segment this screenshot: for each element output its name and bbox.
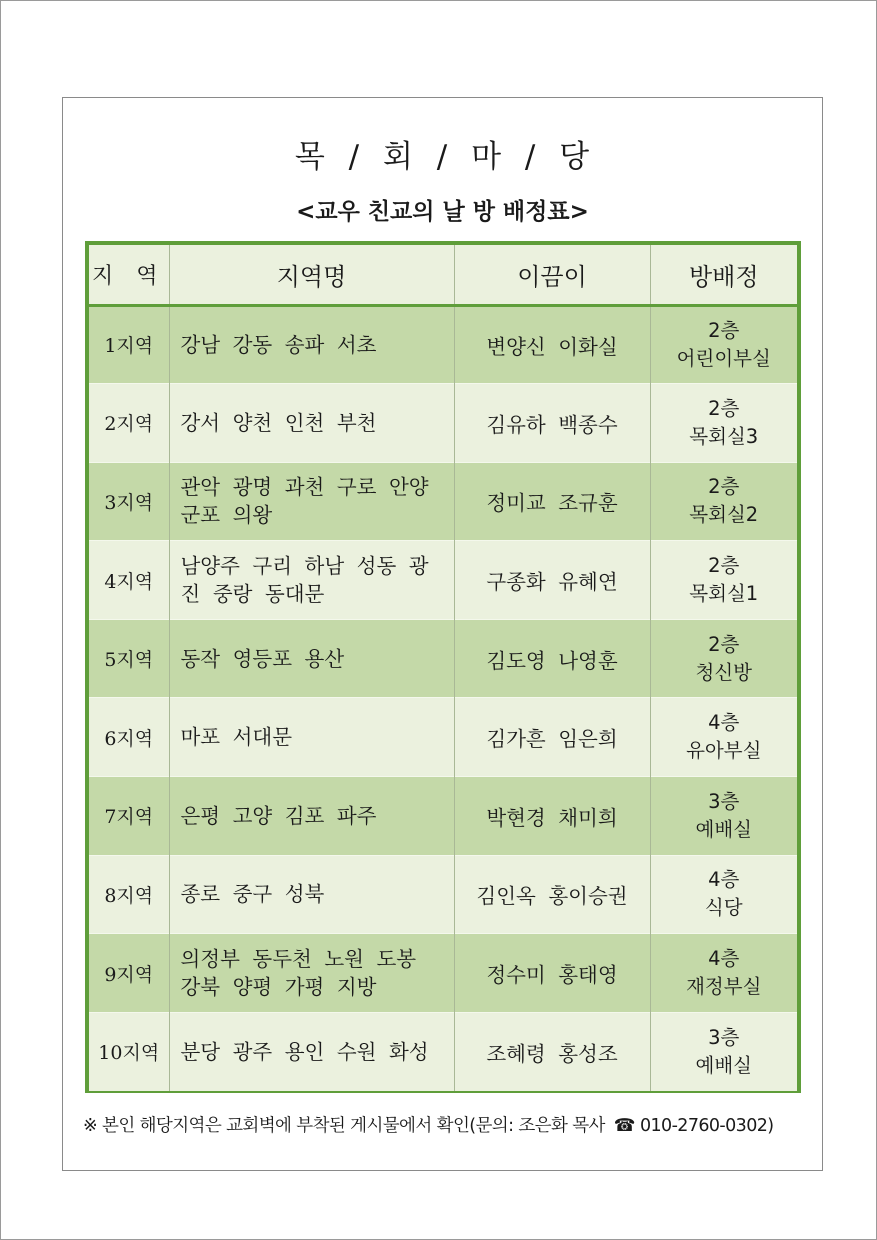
room-cell	[650, 698, 797, 777]
room-floor: 3층	[708, 789, 740, 813]
room-floor: 3층	[708, 1025, 740, 1049]
table-row	[89, 934, 797, 1013]
area-cell: 은평 고양 김포 파주	[169, 777, 454, 856]
area-cell: 강남 강동 송파 서초	[169, 305, 454, 384]
room-cell	[650, 934, 797, 1013]
leader-cell: 김가흔 임은희	[454, 698, 650, 777]
footnote-phone: 010-2760-0302)	[639, 1116, 774, 1136]
area-cell: 종로 중구 성북	[169, 855, 454, 934]
region-cell: 3지역	[89, 462, 169, 541]
room-assignment-table	[85, 241, 801, 1093]
header-leader: 이끔이	[454, 245, 650, 305]
room-floor: 2층	[708, 475, 740, 499]
page-title: 목 / 회 / 마 / 당	[294, 139, 591, 175]
header-region: 지 역	[89, 245, 169, 305]
leader-cell: 김도영 나영훈	[454, 619, 650, 698]
footnote-text: ※ 본인 해당지역은 교회벽에 부착된 게시물에서 확인(문의: 조은화 목사	[83, 1116, 605, 1136]
room-floor: 2층	[708, 318, 740, 342]
leader-cell: 김유하 백종수	[454, 384, 650, 463]
table-row	[89, 698, 797, 777]
table-row	[89, 1012, 797, 1091]
room-name: 목회실1	[689, 582, 759, 606]
region-cell: 9지역	[89, 934, 169, 1013]
room-cell	[650, 384, 797, 463]
area-cell: 분당 광주 용인 수원 화성	[169, 1012, 454, 1091]
room-floor: 2층	[708, 396, 740, 420]
table-row	[89, 462, 797, 541]
room-name: 예배실	[695, 1053, 752, 1077]
leader-cell: 변양신 이화실	[454, 305, 650, 384]
room-cell	[650, 777, 797, 856]
table-row	[89, 541, 797, 620]
room-name: 식당	[704, 896, 743, 920]
leader-cell: 정수미 홍태영	[454, 934, 650, 1013]
table-body	[89, 305, 797, 1091]
room-name: 재정부실	[686, 975, 762, 999]
area-cell: 동작 영등포 용산	[169, 619, 454, 698]
table-row	[89, 305, 797, 384]
room-cell	[650, 305, 797, 384]
leader-cell: 조혜령 홍성조	[454, 1012, 650, 1091]
header-room: 방배정	[650, 245, 797, 305]
region-cell: 5지역	[89, 619, 169, 698]
room-cell	[650, 1012, 797, 1091]
table-row	[89, 777, 797, 856]
region-cell: 2지역	[89, 384, 169, 463]
room-name: 청신방	[695, 660, 752, 684]
leader-cell: 박현경 채미희	[454, 777, 650, 856]
room-cell	[650, 462, 797, 541]
footnote	[83, 1112, 813, 1137]
room-cell	[650, 619, 797, 698]
room-name: 목회실3	[689, 424, 759, 448]
area-cell: 강서 양천 인천 부천	[169, 384, 454, 463]
room-floor: 4층	[708, 711, 740, 735]
room-cell	[650, 855, 797, 934]
room-floor: 2층	[708, 554, 740, 578]
table-header-row	[89, 245, 797, 305]
leader-cell: 정미교 조규훈	[454, 462, 650, 541]
region-cell: 6지역	[89, 698, 169, 777]
page-subtitle: <교우 친교의 날 방 배정표>	[296, 199, 589, 225]
region-cell: 7지역	[89, 777, 169, 856]
header-area: 지역명	[169, 245, 454, 305]
region-cell: 8지역	[89, 855, 169, 934]
room-floor: 4층	[708, 868, 740, 892]
room-floor: 2층	[708, 632, 740, 656]
region-cell: 10지역	[89, 1012, 169, 1091]
leader-cell: 구종화 유혜연	[454, 541, 650, 620]
room-name: 목회실2	[689, 503, 759, 527]
room-name: 어린이부실	[676, 346, 771, 370]
table-row	[89, 855, 797, 934]
area-cell: 마포 서대문	[169, 698, 454, 777]
area-cell: 남양주 구리 하남 성동 광진 중랑 동대문	[169, 541, 454, 620]
room-cell	[650, 541, 797, 620]
area-cell: 의정부 동두천 노원 도봉 강북 양평 가평 지방	[169, 934, 454, 1013]
region-cell: 4지역	[89, 541, 169, 620]
room-name: 유아부실	[686, 739, 762, 763]
room-name: 예배실	[695, 817, 752, 841]
table-row	[89, 384, 797, 463]
region-cell: 1지역	[89, 305, 169, 384]
document-sheet	[62, 97, 823, 1171]
leader-cell: 김인옥 홍이승권	[454, 855, 650, 934]
room-floor: 4층	[708, 947, 740, 971]
table-row	[89, 619, 797, 698]
phone-icon: ☎	[613, 1116, 635, 1136]
area-cell: 관악 광명 과천 구로 안양 군포 의왕	[169, 462, 454, 541]
